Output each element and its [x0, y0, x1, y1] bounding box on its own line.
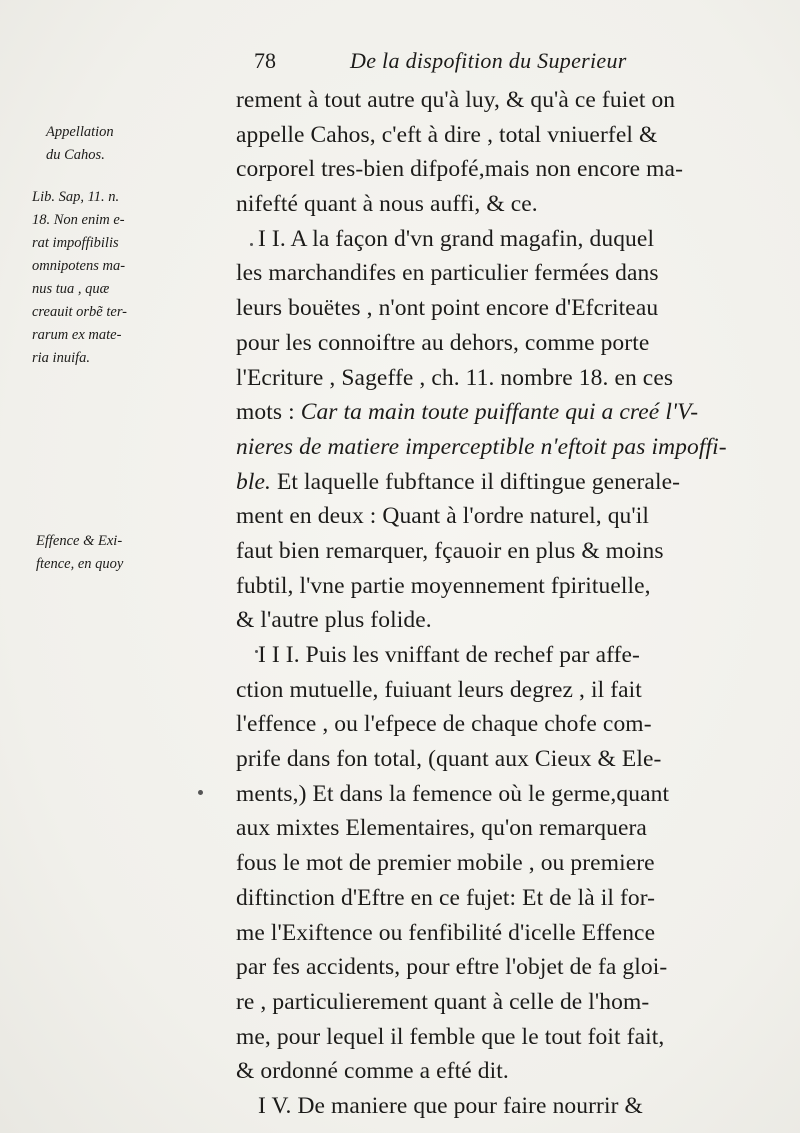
text-line: fubtil, l'vne partie moyennement fpirituelle, — [236, 572, 651, 599]
margin-note-line: creauit orbẽ ter- — [32, 304, 128, 320]
margin-note-line: Effence & Exi- — [36, 533, 123, 549]
text-line: ment en deux : Quant à l'ordre naturel, qu'il — [236, 503, 649, 530]
text-line: leurs bouëtes , n'ont point encore d'Efcriteau — [236, 295, 659, 322]
text-line: & l'autre plus folide. — [236, 607, 432, 634]
page-number: 78 — [254, 48, 276, 73]
page-header — [240, 48, 785, 88]
text-segment: mots : — [236, 399, 301, 426]
text-line: ments,) Et dans la femence où le germe,quant — [236, 780, 670, 807]
text-line: me l'Exiftence ou fenfibilité d'icelle Effence — [236, 919, 656, 946]
text-line: l'Ecriture , Sageffe , ch. 11. nombre 18. en ces — [236, 364, 674, 391]
margin-note-line: ftence, en quoy — [36, 556, 124, 572]
text-line: I I. A la façon d'vn grand magafin, duquel — [258, 225, 655, 252]
text-line: rement à tout autre qu'à luy, & qu'à ce fuiet on — [236, 87, 676, 113]
running-title: De la dispofition du Superieur — [350, 48, 627, 73]
text-line: I V. De maniere que pour faire nourrir & — [258, 1092, 643, 1119]
text-line: corporel tres-bien difpofé,mais non encore ma- — [236, 156, 684, 183]
text-line: appelle Cahos, c'eft à dire , total vniuerfel & — [236, 121, 658, 148]
margin-note-line: omnipotens ma- — [32, 258, 126, 274]
margin-note-line: nus tua , quæ — [32, 281, 110, 297]
text-segment-italic: ble. — [236, 468, 271, 495]
text-segment: Et laquelle fubftance il diftingue generale- — [271, 468, 681, 495]
text-line: prife dans fon total, (quant aux Cieux & Ele- — [236, 746, 662, 773]
margin-note-citation — [32, 186, 227, 370]
ink-speck — [255, 650, 258, 653]
text-line: me, pour lequel il femble que le tout foit fait, — [236, 1023, 665, 1050]
text-line: faut bien remarquer, fçauoir en plus & moins — [236, 537, 664, 564]
text-line: par fes accidents, pour eftre l'objet de fa gloi- — [236, 954, 668, 981]
text-line: aux mixtes Elementaires, qu'on remarquera — [236, 815, 647, 842]
margin-note-line: 18. Non enim e- — [32, 212, 125, 228]
ink-speck — [198, 790, 203, 795]
text-line: pour les connoiftre au dehors, comme porte — [236, 329, 650, 356]
text-line: diftinction d'Eftre en ce fujet: Et de là il for- — [236, 884, 656, 911]
text-line: ction mutuelle, fuiuant leurs degrez , il fait — [236, 676, 642, 703]
text-line: re , particulierement quant à celle de l'hom- — [236, 988, 650, 1015]
text-line — [236, 395, 788, 430]
margin-note-line: ria inuifa. — [32, 350, 91, 366]
margin-note-line: rarum ex mate- — [32, 327, 122, 343]
text-line — [236, 465, 788, 500]
text-line: nifefté quant à nous auffi, & ce. — [236, 191, 538, 218]
margin-note-appellation — [46, 121, 241, 167]
margin-note-line: Lib. Sap, 11. n. — [32, 189, 120, 205]
text-line: & ordonné comme a efté dit. — [236, 1058, 509, 1085]
body-text — [236, 83, 788, 1124]
margin-note-line: Appellation — [46, 124, 114, 140]
text-line: I I I. Puis les vniffant de rechef par affe- — [258, 642, 640, 668]
text-line: nieres de matiere imperceptible n'eftoit pas impoffi- — [236, 433, 727, 460]
text-line: l'effence , ou l'efpece de chaque chofe com- — [236, 711, 652, 738]
italic-quote: Car ta main toute puiffante qui a creé l'V- — [300, 399, 699, 426]
text-line: les marchandifes en particulier fermées dans — [236, 260, 659, 287]
margin-note-line: du Cahos. — [46, 147, 105, 163]
margin-note-essence — [36, 530, 231, 576]
ink-speck — [250, 243, 253, 246]
text-line: fous le mot de premier mobile , ou premiere — [236, 850, 655, 877]
margin-note-line: rat impoffibilis — [32, 235, 119, 251]
